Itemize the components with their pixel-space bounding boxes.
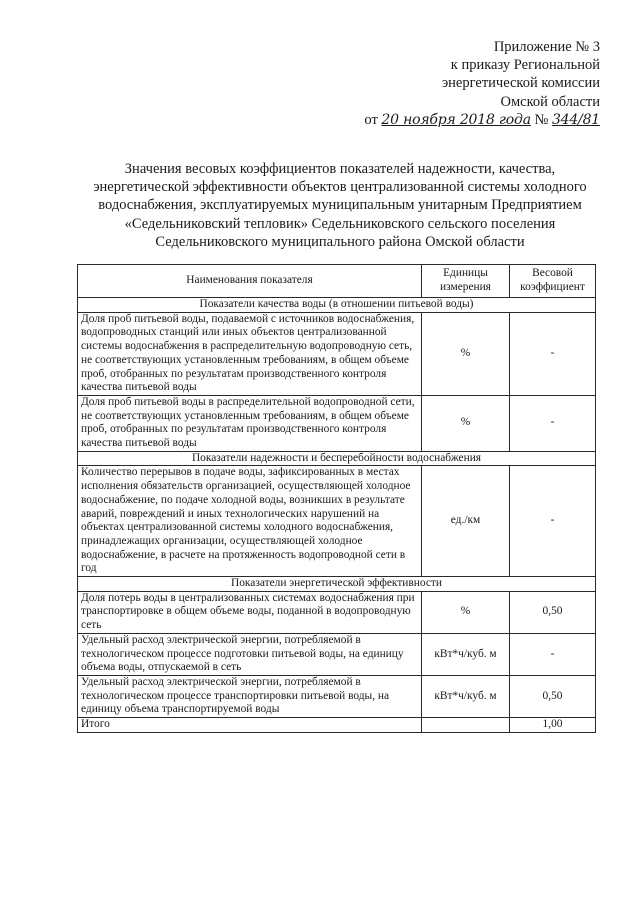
title-line: водоснабжения, эксплуатируемых муниципальным унитарным Предприятием bbox=[98, 197, 582, 214]
indicator-name: Удельный расход электрической энергии, потребляемой в технологическом процессе транспортировки питьевой воды, на единицу объема транспортируемой воды bbox=[78, 675, 422, 717]
indicator-coef: - bbox=[510, 633, 596, 675]
title-line: Седельниковского муниципального района Омской области bbox=[155, 233, 525, 250]
table-row bbox=[78, 466, 596, 577]
total-row bbox=[78, 718, 596, 733]
title-line: «Седельниковский тепловик» Седельниковского сельского поселения bbox=[124, 215, 556, 232]
appendix-line: Приложение № 3 bbox=[493, 39, 600, 55]
appendix-line: к приказу Региональной bbox=[450, 57, 600, 74]
indicator-unit: кВт*ч/куб. м bbox=[422, 633, 510, 675]
header-unit: Единицы измерения bbox=[422, 265, 510, 298]
table-row bbox=[78, 675, 596, 717]
indicator-name: Удельный расход электрической энергии, потребляемой в технологическом процессе подготовки питьевой воды, на единицу объема воды, отпускаемой в сеть bbox=[78, 633, 422, 675]
indicator-unit: % bbox=[422, 591, 510, 633]
handwritten-number: 344/81 bbox=[551, 111, 600, 128]
section-row-quality bbox=[78, 298, 596, 313]
indicator-coef: 0,50 bbox=[510, 591, 596, 633]
total-label: Итого bbox=[78, 718, 422, 733]
indicator-unit: ед./км bbox=[422, 466, 510, 577]
indicator-coef: 0,50 bbox=[510, 675, 596, 717]
coefficients-table bbox=[77, 264, 596, 733]
indicator-unit: кВт*ч/куб. м bbox=[422, 675, 510, 717]
header-name: Наименования показателя bbox=[78, 265, 422, 298]
section-title: Показатели энергетической эффективности bbox=[78, 577, 596, 592]
appendix-block bbox=[360, 38, 600, 129]
total-coef: 1,00 bbox=[510, 718, 596, 733]
title-line: энергетической эффективности объектов централизованной системы холодного bbox=[93, 179, 587, 196]
title-line: Значения весовых коэффициентов показателей надежности, качества, bbox=[124, 161, 556, 177]
table-row bbox=[78, 591, 596, 633]
indicator-name: Количество перерывов в подаче воды, зафиксированных в местах исполнения обязательств организацией, осуществляющей холодное водоснабжение, по подаче холодной воды, возникших в результате аварий, повреждений и иных технологических нарушений на объектах централизованной системы холодного водоснабжения, принадлежащих организации, осуществляющей холодное водоснабжение, в расчете на протяженность водопроводной сети в год bbox=[78, 466, 422, 577]
indicator-coef: - bbox=[510, 466, 596, 577]
indicator-name: Доля потерь воды в централизованных системах водоснабжения при транспортировке в общем объеме воды, поданной в водопроводную сеть bbox=[78, 591, 422, 633]
section-row-reliability bbox=[78, 451, 596, 466]
table-row bbox=[78, 312, 596, 395]
appendix-line: энергетической комиссии bbox=[441, 75, 600, 92]
date-prefix: от bbox=[364, 111, 378, 128]
indicator-name: Доля проб питьевой воды в распределительной водопроводной сети, не соответствующих установленным требованиям, в общем объеме проб, отобранных по результатам производственного контроля качества питьевой воды bbox=[78, 395, 422, 451]
appendix-line: Омской области bbox=[500, 93, 600, 110]
appendix-date-line bbox=[360, 111, 600, 129]
table-row bbox=[78, 395, 596, 451]
indicator-coef: - bbox=[510, 312, 596, 395]
total-unit bbox=[422, 718, 510, 733]
header-coef: Весовой коэффициент bbox=[510, 265, 596, 298]
indicator-coef: - bbox=[510, 395, 596, 451]
indicator-unit: % bbox=[422, 312, 510, 395]
section-title: Показатели качества воды (в отношении питьевой воды) bbox=[78, 298, 596, 313]
indicator-unit: % bbox=[422, 395, 510, 451]
document-title bbox=[60, 160, 620, 251]
handwritten-date: 20 ноября 2018 года bbox=[381, 111, 531, 128]
indicator-name: Доля проб питьевой воды, подаваемой с источников водоснабжения, водопроводных станций или иных объектов централизованной системы водоснабжения в распределительную водопроводную сеть, не соответствующих установленным требованиям, в общем объеме проб, отобранных по результатам производственного контроля качества питьевой воды bbox=[78, 312, 422, 395]
table-row bbox=[78, 633, 596, 675]
section-title: Показатели надежности и бесперебойности водоснабжения bbox=[78, 451, 596, 466]
table-header-row bbox=[78, 265, 596, 298]
number-prefix: № bbox=[534, 111, 549, 128]
section-row-efficiency bbox=[78, 577, 596, 592]
